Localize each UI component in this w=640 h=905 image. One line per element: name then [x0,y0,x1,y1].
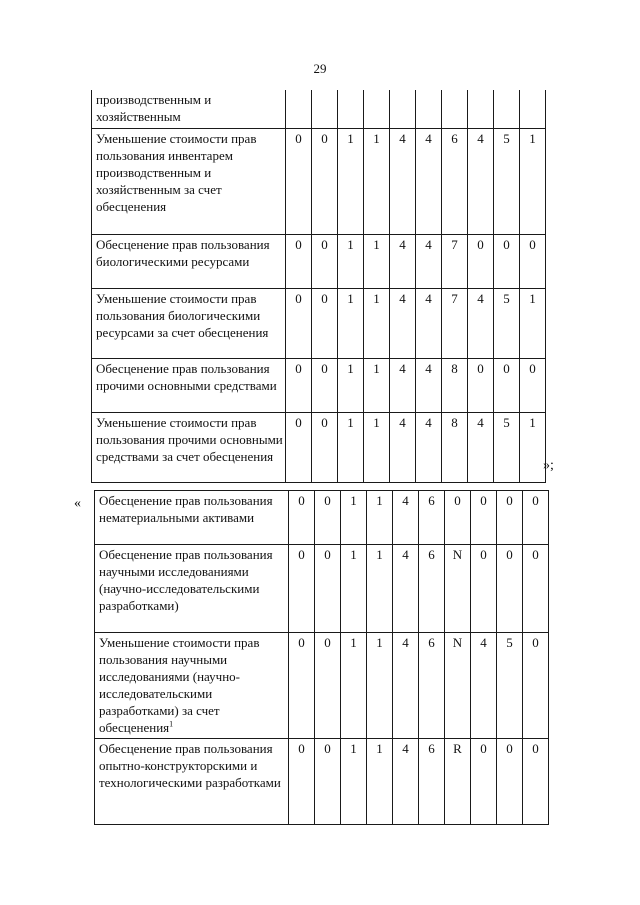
code-digit [286,90,312,128]
row-label: Обесценение прав пользования биологическими ресурсами [92,234,286,288]
code-digit: 1 [520,412,546,482]
code-digit: 0 [315,633,341,739]
table-row [92,234,546,288]
code-digit: 1 [367,633,393,739]
code-digit: 4 [390,288,416,358]
code-digit: 0 [523,491,549,545]
row-label-text: Уменьшение стоимости прав пользования научными исследованиями (научно-исследовательскими разработками) за счет обесценения [99,635,260,735]
table-row [95,545,549,633]
code-digit: 0 [289,491,315,545]
code-digit: 4 [416,358,442,412]
code-digit [494,90,520,128]
row-label: Уменьшение стоимости прав пользования инвентарем производственным и хозяйственным за счет обесценения [92,128,286,234]
table-row [92,90,546,128]
row-label: Обесценение прав пользования нематериальными активами [95,491,289,545]
code-digit: 1 [367,491,393,545]
table-row [95,739,549,825]
page-number: 29 [313,61,327,76]
row-label: производственным и хозяйственным [92,90,286,128]
row-label: Уменьшение стоимости прав пользования биологическими ресурсами за счет обесценения [92,288,286,358]
code-digit: 4 [416,288,442,358]
code-digit [442,90,468,128]
code-digit: 0 [523,633,549,739]
code-digit [364,90,390,128]
code-digit: 0 [523,545,549,633]
table-row [92,358,546,412]
table-row [95,633,549,739]
code-digit: 1 [364,358,390,412]
code-digit: 4 [393,633,419,739]
code-digit: 8 [442,358,468,412]
code-digit: N [445,545,471,633]
code-digit: 4 [390,128,416,234]
code-digit: 1 [367,739,393,825]
code-digit: 4 [468,412,494,482]
code-digit: 0 [520,358,546,412]
code-digit: 1 [341,545,367,633]
code-digit: 0 [445,491,471,545]
table-row [92,288,546,358]
code-digit: 4 [390,234,416,288]
code-digit: 1 [367,545,393,633]
code-digit: R [445,739,471,825]
code-digit: 5 [497,633,523,739]
code-digit: 4 [468,288,494,358]
code-digit [416,90,442,128]
code-digit: 4 [390,358,416,412]
code-digit: 1 [338,288,364,358]
code-digit: 4 [393,739,419,825]
code-digit: 4 [416,128,442,234]
code-digit: 6 [419,545,445,633]
code-digit: 8 [442,412,468,482]
code-digit: 0 [286,358,312,412]
code-digit: 0 [289,739,315,825]
row-label: Уменьшение стоимости прав пользования прочими основными средствами за счет обесценения [92,412,286,482]
footnote-marker: 1 [169,719,174,729]
code-digit: 5 [494,288,520,358]
code-digit: 0 [312,412,338,482]
code-digit: 6 [419,491,445,545]
code-digit: 4 [416,234,442,288]
code-digit: 1 [338,412,364,482]
code-digit: 4 [471,633,497,739]
opening-quote-mark: « [74,496,81,511]
table-row [95,491,549,545]
code-digit [520,90,546,128]
code-digit: 0 [468,358,494,412]
code-digit: 1 [341,491,367,545]
code-digit: 6 [442,128,468,234]
code-digit: 1 [520,288,546,358]
code-digit: 0 [286,412,312,482]
code-digit: 0 [497,491,523,545]
code-digit: 0 [315,491,341,545]
code-digit: 1 [364,234,390,288]
account-codes-table-bottom [94,490,549,825]
code-digit: 0 [286,234,312,288]
account-codes-table-top [91,90,546,483]
code-digit: 0 [497,545,523,633]
code-digit: 0 [471,545,497,633]
table-row [92,412,546,482]
code-digit: 0 [315,739,341,825]
code-digit: 4 [416,412,442,482]
row-label: Обесценение прав пользования прочими основными средствами [92,358,286,412]
code-digit: 0 [523,739,549,825]
code-digit: 0 [312,128,338,234]
code-digit: 1 [338,128,364,234]
code-digit: 4 [468,128,494,234]
code-digit: 5 [494,412,520,482]
row-label: Обесценение прав пользования опытно-конструкторскими и технологическими разработками [95,739,289,825]
code-digit: 0 [494,234,520,288]
code-digit: 0 [497,739,523,825]
closing-quote-mark: »; [543,458,554,473]
code-digit: 1 [364,128,390,234]
code-digit: 0 [312,234,338,288]
code-digit: 0 [520,234,546,288]
code-digit [468,90,494,128]
code-digit: 7 [442,234,468,288]
code-digit: 0 [286,288,312,358]
row-label [95,633,289,739]
code-digit: 1 [338,358,364,412]
code-digit [338,90,364,128]
code-digit: 1 [341,633,367,739]
code-digit: 0 [468,234,494,288]
code-digit: 0 [471,739,497,825]
code-digit: 5 [494,128,520,234]
code-digit: 0 [471,491,497,545]
code-digit: 6 [419,633,445,739]
code-digit [390,90,416,128]
code-digit [312,90,338,128]
code-digit: 4 [390,412,416,482]
code-digit: 7 [442,288,468,358]
code-digit: 4 [393,545,419,633]
code-digit: 1 [364,288,390,358]
row-label: Обесценение прав пользования научными исследованиями (научно-исследовательскими разработками) [95,545,289,633]
code-digit: 1 [341,739,367,825]
code-digit: 0 [315,545,341,633]
code-digit: 0 [494,358,520,412]
code-digit: 1 [338,234,364,288]
code-digit: 4 [393,491,419,545]
code-digit: N [445,633,471,739]
code-digit: 6 [419,739,445,825]
code-digit: 1 [364,412,390,482]
code-digit: 0 [289,633,315,739]
code-digit: 0 [312,288,338,358]
code-digit: 1 [520,128,546,234]
code-digit: 0 [312,358,338,412]
table-row [92,128,546,234]
code-digit: 0 [289,545,315,633]
code-digit: 0 [286,128,312,234]
